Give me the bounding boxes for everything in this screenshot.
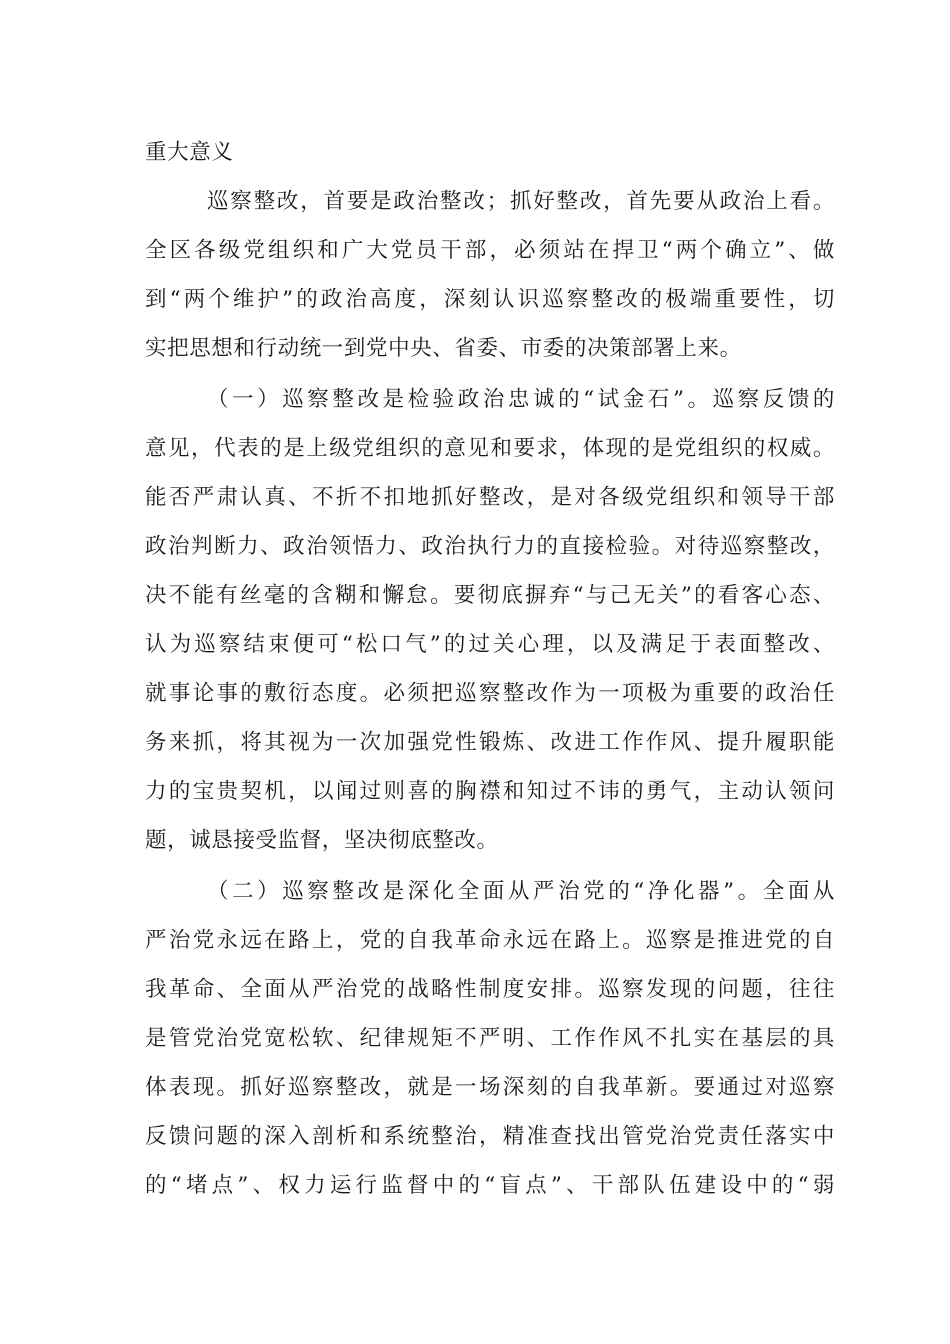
paragraph-line: 就事论事的敷衍态度。必须把巡察整改作为一项极为重要的政治任 — [145, 681, 835, 706]
paragraph-line: 务来抓，将其视为一次加强党性锻炼、改进工作作风、提升履职能 — [145, 730, 835, 755]
paragraph-line: 全区各级党组织和广大党员干部，必须站在捍卫“两个确立”、做 — [145, 238, 835, 263]
paragraph-line: 的“堵点”、权力运行监督中的“盲点”、干部队伍建设中的“弱 — [145, 1173, 835, 1198]
paragraph-line: 力的宝贵契机，以闻过则喜的胸襟和知过不讳的勇气，主动认领问 — [145, 779, 835, 804]
paragraph-line: （二）巡察整改是深化全面从严治党的“净化器”。全面从 — [207, 879, 835, 904]
paragraph-line: 题，诚恳接受监督，坚决彻底整改。 — [145, 828, 499, 853]
paragraph-line: （一）巡察整改是检验政治忠诚的“试金石”。巡察反馈的 — [207, 387, 835, 412]
paragraph-line: 认为巡察结束便可“松口气”的过关心理，以及满足于表面整改、 — [145, 632, 835, 657]
paragraph-line: 决不能有丝毫的含糊和懈怠。要彻底摒弃“与己无关”的看客心态、 — [145, 583, 835, 608]
paragraph-line: 到“两个维护”的政治高度，深刻认识巡察整改的极端重要性，切 — [145, 287, 835, 312]
paragraph-line: 是管党治党宽松软、纪律规矩不严明、工作作风不扎实在基层的具 — [145, 1026, 835, 1051]
paragraph-line: 严治党永远在路上，党的自我革命永远在路上。巡察是推进党的自 — [145, 928, 835, 953]
paragraph-line: 意见，代表的是上级党组织的意见和要求，体现的是党组织的权威。 — [145, 436, 835, 461]
paragraph-line: 实把思想和行动统一到党中央、省委、市委的决策部署上来。 — [145, 336, 742, 361]
paragraph-line: 我革命、全面从严治党的战略性制度安排。巡察发现的问题，往往 — [145, 977, 835, 1002]
paragraph-line: 体表现。抓好巡察整改，就是一场深刻的自我革新。要通过对巡察 — [145, 1075, 835, 1100]
heading-continuation: 重大意义 — [145, 140, 234, 165]
paragraph-line: 巡察整改，首要是政治整改；抓好整改，首先要从政治上看。 — [207, 189, 835, 214]
paragraph-line: 能否严肃认真、不折不扣地抓好整改，是对各级党组织和领导干部 — [145, 485, 835, 510]
paragraph-line: 政治判断力、政治领悟力、政治执行力的直接检验。对待巡察整改， — [145, 534, 835, 559]
paragraph-line: 反馈问题的深入剖析和系统整治，精准查找出管党治党责任落实中 — [145, 1124, 835, 1149]
